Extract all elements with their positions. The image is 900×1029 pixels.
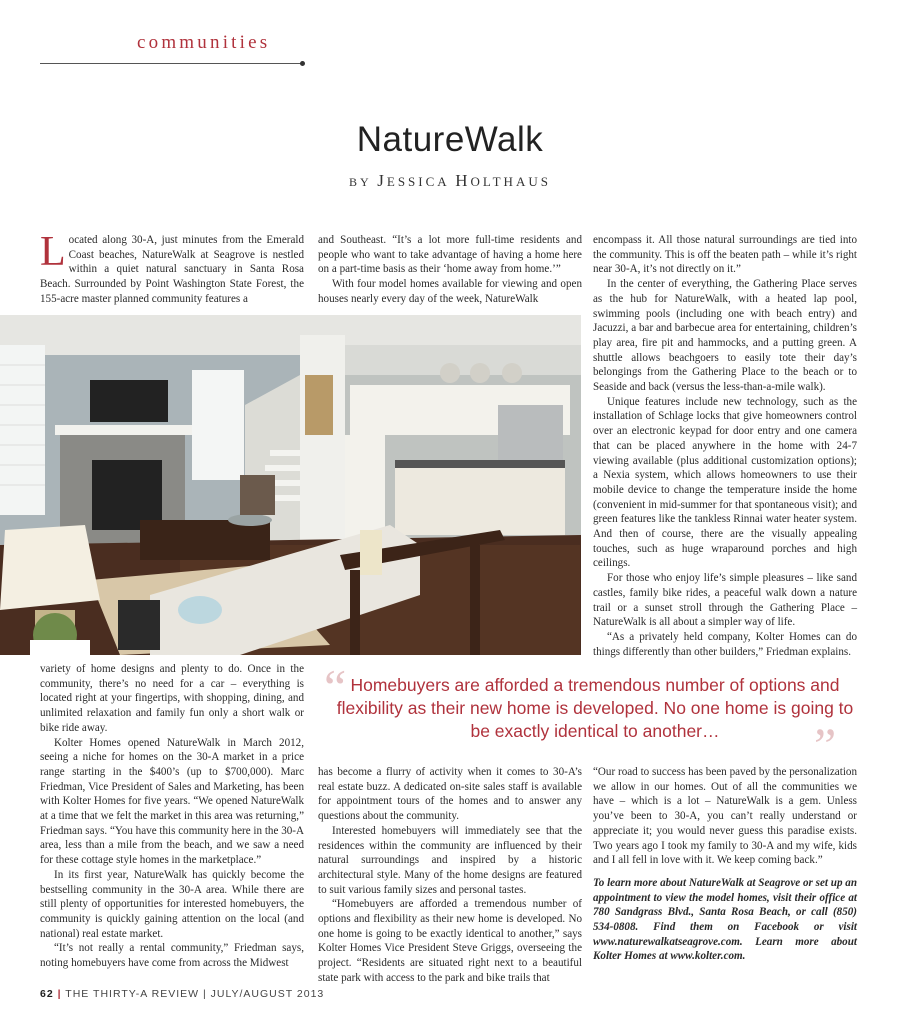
paragraph: has become a flurry of activity when it comes to 30-A’s real estate buzz. A dedicated on-site sales staff is available for appointment tours of the homes and to answer any questions about the community. bbox=[318, 766, 582, 823]
paragraph: In its first year, NatureWalk has quickly become the bestselling community in the 30-A area. While there are still plenty of opportunities for interested homebuyers, the community is quickly gaining attention on the local (and national) real estate market. bbox=[40, 868, 304, 940]
paragraph: encompass it. All those natural surroundings are tied into the community. This is off the beaten path – while it’s right near 30-A, it’s not directly on it.” bbox=[593, 234, 857, 276]
interior-photo bbox=[0, 315, 581, 655]
page-footer: 62 | THE THIRTY-A REVIEW | JULY/AUGUST 2013 bbox=[40, 988, 325, 1000]
drop-cap: L bbox=[40, 229, 66, 275]
section-rule-dot bbox=[300, 61, 305, 66]
column-1-top bbox=[40, 229, 304, 307]
paragraph: Interested homebuyers will immediately see that the residences within the community are influenced by their natural surroundings and inspired by a historic architectural style. Many of the home designs are featured to suit various family sizes and personal tastes. bbox=[318, 824, 582, 896]
close-quote-mark: ” bbox=[814, 717, 837, 773]
column-2-top bbox=[318, 233, 582, 307]
article-byline: BY JESSICA HOLTHAUS bbox=[349, 171, 551, 190]
open-quote-mark: “ bbox=[324, 659, 347, 715]
paragraph: With four model homes available for viewing and open houses nearly every day of the week, NatureWalk bbox=[318, 278, 582, 305]
pull-quote: Homebuyers are afforded a tremendous number of options and flexibility as their new home is developed. No one home is going to be exactly identical to another… bbox=[336, 675, 854, 741]
article-title: NatureWalk bbox=[356, 120, 544, 159]
paragraph: “As a privately held company, Kolter Homes can do things differently than other builders,” Friedman explains. bbox=[593, 630, 857, 658]
paragraph: Kolter Homes opened NatureWalk in March 2012, seeing a niche for homes on the 30-A market in a price range starting in the $400’s (up to $700,000). Marc Friedman, Vice President of Sales and Marketing, has been with Kolter Homes for five years. “We opened NatureWalk at a time that we felt the market in this area was returning,” Friedman says. “You have this community here in the 30-A area, less than a mile from the beach, and we saw a need for these cottage style homes in the marketplace.” bbox=[40, 736, 304, 867]
section-rule bbox=[40, 63, 302, 64]
column-3-bottom bbox=[593, 765, 857, 964]
paragraph: variety of home designs and plenty to do. Once in the community, there’s no need for a car – everything is located right at your fingertips, with shopping, dining, and unlimited relaxation and family fun only a short walk or bike ride away. bbox=[40, 663, 304, 734]
paragraph: For those who enjoy life’s simple pleasures – like sand castles, family bike rides, a peaceful walk down a nature trail or a sunset stroll through the Gathering Place – NatureWalk is all about a simpler way of life. bbox=[593, 572, 857, 629]
column-3 bbox=[593, 233, 857, 659]
paragraph: “Our road to success has been paved by the personalization we allow in our homes. Out of all the communities we have – which is a lot – NatureWalk is a gem. Unless you’ve been to 30-A, you can’t really understand or appreciate it; you would never guess this paradise exists. Two years ago I took my family to 30-A and my wife, kids and I all fell in love with it. We keep coming back.” bbox=[593, 766, 857, 867]
paragraph: Unique features include new technology, such as the installation of Schlage locks that give homeowners control over an electronic keypad for door entry and one camera that can be placed anywhere in the home with 24-7 viewing available (plus additional customization options); a Nexia system, which allows homeowners to use their mobile device to change the temperature inside the home (convenient in mid-summer for that spontaneous visit); and green features like the tankless Rinnai water heater system. And then of course, there are the visually appealing touches, such as huge wraparound porches and high ceilings. bbox=[593, 395, 857, 570]
column-2-bottom bbox=[318, 765, 582, 986]
paragraph: and Southeast. “It’s a lot more full-time residents and people who want to take advantage of having a home here on a part-time basis as their ‘home away from home.’” bbox=[318, 234, 582, 276]
call-to-action: To learn more about NatureWalk at Seagrove or set up an appointment to view the model homes, visit their office at 780 Sandgrass Blvd., Santa Rosa Beach, or call (850) 534-0808. Find them on Facebook or visit www.naturewalkatseagrove.com. Learn more about Kolter Homes at www.kolter.com. bbox=[593, 876, 857, 963]
intro-paragraph: Located along 30-A, just minutes from the Emerald Coast beaches, NatureWalk at Seagrove is nestled within a quiet natural sanctuary in Santa Rosa Beach. Surrounded by Point Washington State Forest, the 155-acre master planned community features a bbox=[40, 229, 304, 305]
page-number: 62 bbox=[40, 988, 54, 1000]
paragraph: “Homebuyers are afforded a tremendous number of options and flexibility as their new home is developed. No one home is going to be exactly identical to another,” says Kolter Homes Vice President Steve Griggs, overseeing the project. “Residents are situated right next to a beautiful state park with access to the park and bike trails that bbox=[318, 898, 582, 984]
section-label: communities bbox=[137, 32, 271, 53]
paragraph: “It’s not really a rental community,” Friedman says, noting homebuyers have come from across the Midwest bbox=[40, 942, 304, 970]
column-1-bottom bbox=[40, 662, 304, 971]
paragraph: In the center of everything, the Gathering Place serves as the hub for NatureWalk, with a heated lap pool, swimming pools (including one with beach entry) and Jacuzzi, a bar and barbecue area for entertaining, children’s play area, fire pit and hammocks, and a putting green. A shuttle allows beachgoers to easily tote their day’s belongings from the Gathering Place to the beach or to Seaside and back (versus the less-than-a-mile walk). bbox=[593, 278, 857, 394]
publication-line: THE THIRTY-A REVIEW | JULY/AUGUST 2013 bbox=[65, 988, 325, 1000]
